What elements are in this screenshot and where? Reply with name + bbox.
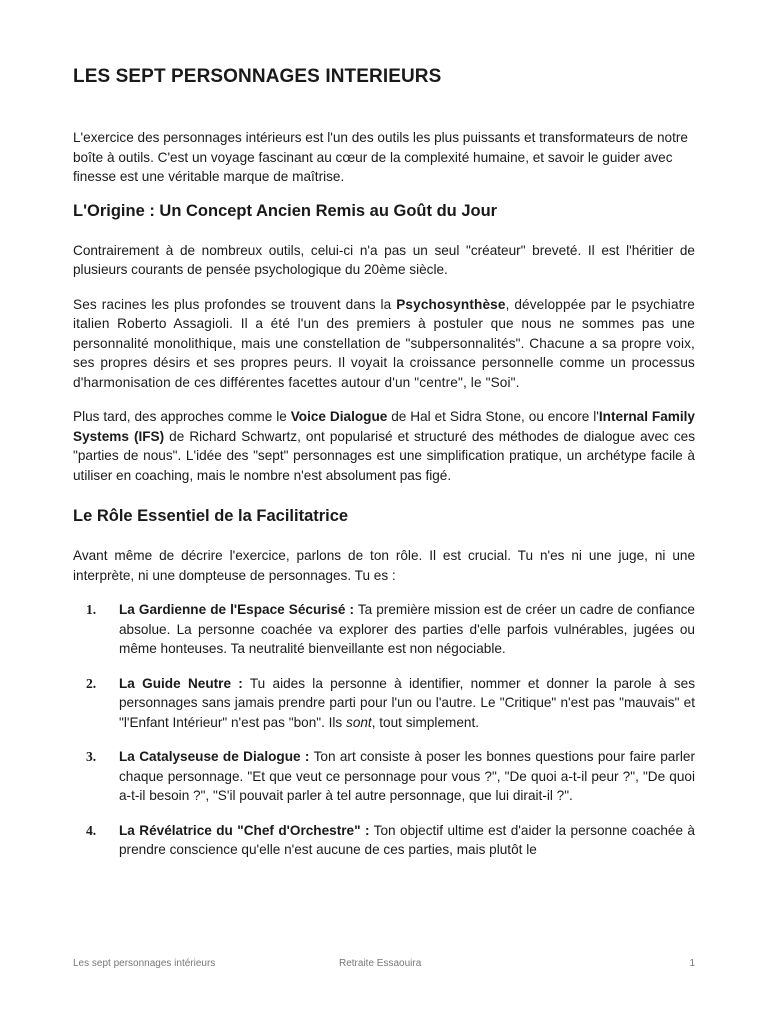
- list-item: [73, 600, 695, 659]
- text-run: Ta première mission est de créer un cadre de confiance absolue. La personne coachée va explorer des parties d'elle parfois vulnérables, jugées ou même honteuses. Ta neutralité bienveillante est non négociable.: [119, 602, 695, 656]
- section-heading-origin: L'Origine : Un Concept Ancien Remis au Goût du Jour: [73, 201, 498, 220]
- origin-paragraph-3: [73, 407, 695, 485]
- text-run: , développée par le psychiatre italien Roberto Assagioli. Il a été l'un des premiers à postuler que nous ne sommes pas une personnalité monolithique, mais une constellation de "subpersonnalités". Chacune a sa propre voix, ses propres désirs et ses propres peurs. Il voyait la croissance personnelle comme un processus d'harmonisation de ces différentes facettes autour d'un "centre", le "Soi".: [73, 296, 695, 390]
- list-number: 3.: [86, 749, 97, 764]
- text-run: de Hal et Sidra Stone, ou encore l': [387, 409, 599, 424]
- list-item-text: [119, 600, 695, 659]
- list-item-title: La Catalyseuse de Dialogue :: [119, 749, 310, 764]
- list-item-title: La Guide Neutre :: [119, 675, 243, 691]
- italic-word: sont: [346, 714, 372, 730]
- role-list: [73, 600, 695, 860]
- section-heading-role: Le Rôle Essentiel de la Facilitatrice: [73, 507, 349, 525]
- list-item-title: La Gardienne de l'Espace Sécurisé :: [119, 602, 355, 617]
- text-run: Ses racines les plus profondes se trouvent dans la: [73, 296, 397, 312]
- page-footer: [73, 958, 695, 974]
- list-item-title: La Révélatrice du "Chef d'Orchestre" :: [119, 822, 370, 838]
- list-number: 1.: [86, 602, 97, 617]
- footer-page-number: 1: [689, 958, 695, 969]
- list-number: 4.: [86, 822, 97, 838]
- text-run: de Richard Schwartz, ont popularisé et structuré des méthodes de dialogue avec ces "parties de nous". L'idée des "sept" personnages est une simplification pratique, un archétype facile à utiliser en coaching, mais le nombre n'est absolument pas figé.: [73, 428, 695, 483]
- bold-term-ifs: Internal Family Systems (IFS): [73, 409, 695, 444]
- list-item-text: [119, 747, 695, 806]
- list-item: [73, 674, 695, 733]
- document-title: LES SEPT PERSONNAGES INTERIEURS: [73, 66, 442, 87]
- origin-paragraph-1: Contrairement à de nombreux outils, celui-ci n'a pas un seul "créateur" breveté. Il est l'héritier de plusieurs courants de pensée psychologique du 20ème siècle.: [73, 242, 695, 277]
- text-run: Ton objectif ultime est d'aider la personne coachée à prendre conscience qu'elle n'est aucune de ces parties, mais plutôt le: [119, 822, 695, 857]
- list-item-text: [119, 674, 695, 733]
- footer-event-name: Retraite Essaouira: [339, 958, 422, 969]
- page-content: [73, 66, 695, 875]
- role-paragraph-1: Avant même de décrire l'exercice, parlons de ton rôle. Il est crucial. Tu n'es ni une juge, ni une interprète, ni une dompteuse de personnages. Tu es :: [73, 548, 695, 583]
- text-run: Plus tard, des approches comme le: [73, 409, 291, 424]
- intro-paragraph: L'exercice des personnages intérieurs est l'un des outils les plus puissants et transformateurs de notre boîte à outils. C'est un voyage fascinant au cœur de la complexité humaine, et savoir le guider avec finesse est une véritable marque de maîtrise.: [73, 130, 688, 184]
- text-run: , tout simplement.: [371, 714, 480, 730]
- list-item: [73, 747, 695, 806]
- list-number: 2.: [86, 675, 97, 691]
- list-item: [73, 821, 695, 860]
- footer-document-title: Les sept personnages intérieurs: [73, 958, 216, 969]
- bold-term-voice-dialogue: Voice Dialogue: [290, 409, 388, 424]
- text-run: Ton art consiste à poser les bonnes questions pour faire parler chaque personnage. "Et que veut ce personnage pour vous ?", "De quoi a-t-il peur ?", "De quoi a-t-il besoin ?", "S'il pouvait parler à tel autre personnage, que lui dirait-il ?".: [119, 749, 696, 803]
- origin-paragraph-2: [73, 295, 695, 393]
- text-run: Tu aides la personne à identifier, nommer et donner la parole à ses personnages sans jamais prendre parti pour l'un ou l'autre. Le "Critique" n'est pas "mauvais" et "l'Enfant Intérieur" n'est pas "bon". Ils: [119, 675, 695, 730]
- list-item-text: [119, 821, 695, 860]
- bold-term-psychosynthese: Psychosynthèse: [396, 296, 506, 312]
